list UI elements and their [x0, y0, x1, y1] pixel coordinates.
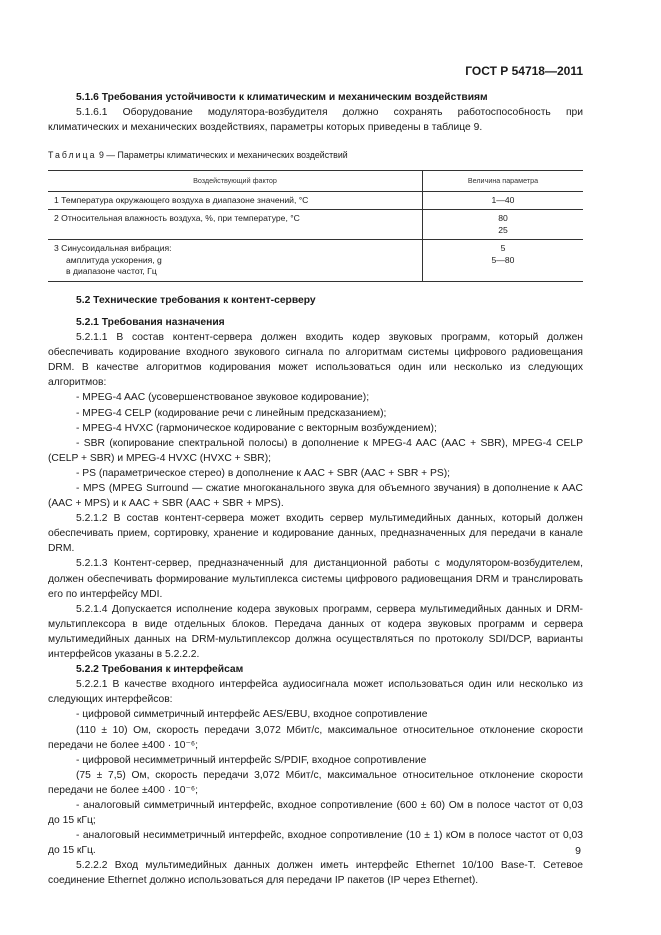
table-caption-text: 9 — Параметры климатических и механических воздействий	[96, 150, 348, 161]
cell-line: 1 Температура окружающего воздуха в диапазоне значений, °С	[54, 194, 309, 205]
cell-line: 5	[500, 243, 506, 254]
paragraph-5-2-2-2: 5.2.2.2 Вход мультимедийных данных должен иметь интерфейс Ethernet 10/100 Base-T. Сетевое соединение Ethernet должно использоваться для передачи IP пакетов (IP через Ethernet).	[48, 860, 583, 887]
paragraph-5-2-1-2: 5.2.1.2 В состав контент-сервера может входить сервер мультимедийных данных, который должен обеспечивать прием, сортировку, хранение и кодирование данных, предназначенных для передачи в канале DRM.	[48, 513, 583, 555]
table-9	[48, 170, 583, 282]
table-cell-factor	[48, 240, 423, 282]
document-body	[48, 90, 583, 889]
list-item: - MPEG-4 CELP (кодирование речи с линейным предсказанием);	[76, 407, 387, 419]
section-title-5-2: 5.2 Технические требования к контент-серверу	[76, 294, 316, 306]
spacer	[48, 282, 583, 293]
cell-line: в диапазоне частот, Гц	[66, 266, 157, 277]
page-number: 9	[575, 845, 581, 857]
spacer	[48, 308, 583, 315]
cell-line: 3 Синусоидальная вибрация:	[54, 243, 172, 254]
table-header-factor: Воздействующий фактор	[48, 171, 423, 192]
paragraph-5-2-1-1: 5.2.1.1 В состав контент-сервера должен входить кодер звуковых программ, который должен обеспечивать кодирование входного звукового сигнала по алгоритмам системы цифрового радиовещания DRM. В качестве алгоритмов кодирования может использоваться один или несколько из следующих алгоритмов:	[48, 332, 583, 389]
table-cell-value	[423, 191, 584, 210]
cell-line: амплитуда ускорения, g	[66, 254, 162, 265]
table-cell-factor	[48, 210, 423, 240]
table-cell-value	[423, 240, 584, 282]
list-item-continuation: (75 ± 7,5) Ом, скорость передачи 3,072 Мбит/с, максимальное относительное отклонение скорости передачи не более ±400 · 10⁻⁶;	[48, 769, 583, 796]
table-header-row	[48, 171, 583, 192]
list-item: - MPS (MPEG Surround — сжатие многоканального звука для объемного звучания) в дополнение к AAC (AAC + MPS) и к AAC + SBR (AAC + SBR + MPS).	[48, 483, 583, 510]
table-row	[48, 240, 583, 282]
list-item: - аналоговый симметричный интерфейс, входное сопротивление (600 ± 60) Ом в полосе частот от 0,03 до 15 кГц;	[48, 799, 583, 827]
list-item: - цифровой симметричный интерфейс AES/EBU, входное сопротивление	[76, 709, 428, 721]
table-row	[48, 191, 583, 210]
list-item: - MPEG-4 HVXC (гармоническое кодирование с векторным возбуждением);	[76, 422, 437, 434]
document-header: ГОСТ Р 54718—2011	[465, 64, 583, 78]
paragraph-5-2-1-3: 5.2.1.3 Контент-сервер, предназначенный для дистанционной работы с модулятором-возбудителем, должен обеспечивать формирование мультиплекса системы цифрового радиовещания DRM и транслировать его по интерфейсу MDI.	[48, 558, 583, 600]
list-item: - цифровой несимметричный интерфейс S/PDIF, входное сопротивление	[76, 754, 427, 766]
list-item: - аналоговый несимметричный интерфейс, входное сопротивление (10 ± 1) кОм в полосе частот от 0,03 до 15 кГц.	[48, 830, 583, 857]
paragraph-5-2-2-1: 5.2.2.1 В качестве входного интерфейса аудиосигнала может использоваться один или несколько из следующих интерфейсов:	[48, 679, 583, 706]
paragraph-5-1-6-1: 5.1.6.1 Оборудование модулятора-возбудителя должно сохранять работоспособность при климатических и механических воздействиях, параметры которых приведены в таблице 9.	[48, 107, 583, 134]
table-caption	[48, 148, 583, 163]
cell-line: 80	[498, 213, 508, 224]
section-title-5-2-1: 5.2.1 Требования назначения	[76, 316, 225, 328]
table-cell-value	[423, 210, 584, 240]
table-row	[48, 210, 583, 240]
table-caption-word: Таблица	[48, 150, 97, 161]
section-title-5-1-6: 5.1.6 Требования устойчивости к климатическим и механическим воздействиям	[76, 92, 488, 103]
cell-line: 2 Относительная влажность воздуха, %, при температуре, °С	[54, 213, 300, 224]
list-item-continuation: (110 ± 10) Ом, скорость передачи 3,072 Мбит/с, максимальное относительное отклонение скорости передачи не более ±400 · 10⁻⁶;	[48, 724, 583, 751]
table-cell-factor	[48, 191, 423, 210]
cell-line: 25	[498, 224, 508, 235]
list-item: - SBR (копирование спектральной полосы) в дополнение к MPEG-4 AAC (AAC + SBR), MPEG-4 CELP (CELP + SBR) и MPEG-4 HVXC (HVXC + SBR);	[48, 437, 583, 464]
cell-line: 5—80	[491, 254, 515, 265]
table-header-value: Величина параметра	[423, 171, 584, 192]
list-item: - MPEG-4 AAC (усовершенствованое звуковое кодирование);	[76, 392, 370, 404]
list-item: - PS (параметрическое стерео) в дополнение к AAC + SBR (AAC + SBR + PS);	[76, 467, 451, 479]
paragraph-5-2-1-4: 5.2.1.4 Допускается исполнение кодера звуковых программ, сервера мультимедийных данных и DRM-мультиплексора в виде отдельных блоков. Передача данных от кодера звуковых программ и сервера мультимедийных данных на DRM-мультиплексор должна осуществляться по протоколу SDI/DCP, варианты интерфейсов указаны в 5.2.2.2.	[48, 603, 583, 661]
section-title-5-2-2: 5.2.2 Требования к интерфейсам	[76, 664, 244, 676]
cell-line: 1—40	[491, 194, 515, 205]
